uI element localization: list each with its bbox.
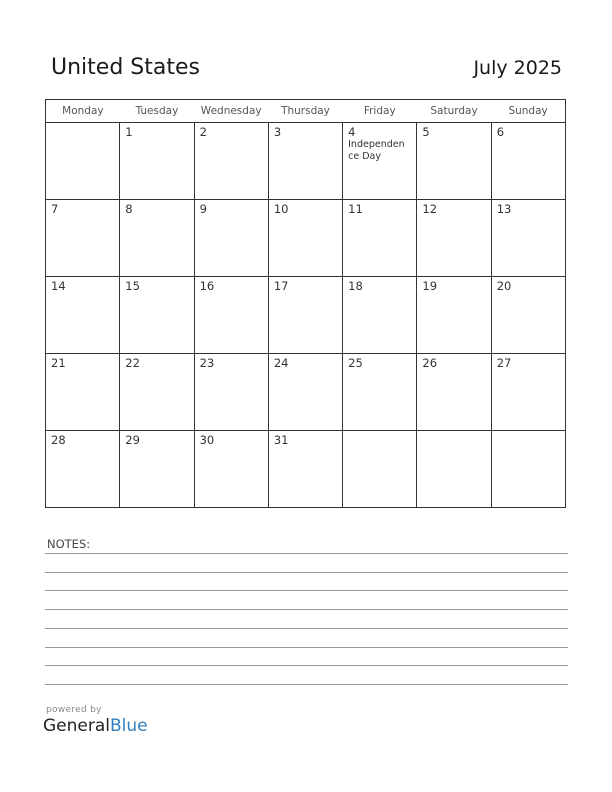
day-number: 14 — [51, 279, 66, 293]
empty-day-cell — [491, 431, 565, 508]
day-number: 3 — [273, 125, 282, 139]
day-cell — [120, 354, 194, 431]
day-cell — [46, 277, 120, 354]
weekday-friday: Friday — [343, 100, 417, 123]
day-number: 27 — [496, 356, 512, 370]
day-cell — [491, 277, 565, 354]
day-number: 16 — [199, 279, 215, 293]
holiday-label: Independen ce Day — [348, 139, 405, 162]
day-cell — [46, 431, 120, 508]
day-cell — [46, 200, 120, 277]
weekday-thursday: Thursday — [268, 100, 342, 123]
day-number: 4 — [348, 125, 356, 139]
day-cell — [120, 431, 194, 508]
day-number: 29 — [125, 433, 140, 447]
day-number: 10 — [273, 202, 289, 216]
day-cell — [194, 123, 268, 200]
day-cell — [343, 354, 417, 431]
day-number: 31 — [273, 433, 289, 447]
day-number — [417, 431, 490, 433]
weekday-tuesday: Tuesday — [120, 100, 194, 123]
calendar-body — [46, 123, 566, 508]
empty-day-cell — [46, 123, 120, 200]
calendar-week-row — [46, 123, 566, 200]
day-cell — [268, 277, 342, 354]
brand-blue: Blue — [110, 716, 148, 736]
calendar-week-row — [46, 431, 566, 508]
day-cell — [268, 200, 342, 277]
day-number: 11 — [348, 202, 363, 216]
day-cell — [417, 354, 491, 431]
calendar-week-row — [46, 200, 566, 277]
day-number: 18 — [348, 279, 363, 293]
day-number: 9 — [199, 202, 207, 216]
weekday-monday: Monday — [46, 100, 120, 123]
day-number — [343, 431, 416, 433]
empty-day-cell — [417, 431, 491, 508]
day-cell — [194, 431, 268, 508]
generalblue-logo[interactable] — [43, 716, 148, 736]
day-number: 17 — [273, 279, 289, 293]
day-cell — [343, 123, 417, 200]
day-cell — [194, 200, 268, 277]
empty-day-cell — [343, 431, 417, 508]
day-number: 23 — [199, 356, 215, 370]
day-number: 26 — [422, 356, 438, 370]
day-number: 22 — [125, 356, 140, 370]
day-number: 19 — [422, 279, 438, 293]
day-number: 5 — [422, 125, 430, 139]
notes-line — [45, 609, 568, 610]
brand-general: General — [43, 716, 110, 736]
day-cell — [268, 354, 342, 431]
day-number — [46, 123, 119, 125]
day-number: 20 — [496, 279, 512, 293]
weekday-sunday: Sunday — [491, 100, 565, 123]
day-cell — [46, 354, 120, 431]
day-cell — [417, 123, 491, 200]
notes-line — [45, 572, 568, 573]
day-cell — [194, 354, 268, 431]
day-number: 1 — [125, 125, 133, 139]
day-cell — [417, 200, 491, 277]
notes-label: NOTES: — [47, 537, 91, 551]
day-number: 21 — [51, 356, 66, 370]
weekday-header-row — [46, 100, 566, 123]
day-cell — [120, 200, 194, 277]
day-cell — [491, 200, 565, 277]
powered-by-text: powered by — [46, 705, 102, 715]
day-number: 13 — [496, 202, 512, 216]
day-number: 25 — [348, 356, 363, 370]
day-number: 12 — [422, 202, 438, 216]
day-cell — [343, 200, 417, 277]
day-number: 28 — [51, 433, 66, 447]
weekday-saturday: Saturday — [417, 100, 491, 123]
day-number: 6 — [496, 125, 505, 139]
day-number: 15 — [125, 279, 140, 293]
notes-line — [45, 628, 568, 629]
notes-line — [45, 665, 568, 666]
calendar-week-row — [46, 277, 566, 354]
day-number: 30 — [199, 433, 215, 447]
day-cell — [417, 277, 491, 354]
notes-line — [45, 684, 568, 685]
day-number: 24 — [273, 356, 289, 370]
day-cell — [268, 431, 342, 508]
weekday-wednesday: Wednesday — [194, 100, 268, 123]
day-number: 7 — [51, 202, 59, 216]
calendar-grid — [45, 99, 566, 508]
day-cell — [491, 123, 565, 200]
day-cell — [343, 277, 417, 354]
day-cell — [491, 354, 565, 431]
day-number: 8 — [125, 202, 133, 216]
country-title: United States — [51, 55, 200, 80]
notes-line — [45, 553, 568, 554]
day-number: 2 — [199, 125, 207, 139]
notes-line — [45, 590, 568, 591]
day-number — [492, 431, 565, 433]
month-title: July 2025 — [473, 57, 562, 79]
day-cell — [120, 123, 194, 200]
notes-line — [45, 647, 568, 648]
calendar-week-row — [46, 354, 566, 431]
day-cell — [194, 277, 268, 354]
day-cell — [268, 123, 342, 200]
day-cell — [120, 277, 194, 354]
